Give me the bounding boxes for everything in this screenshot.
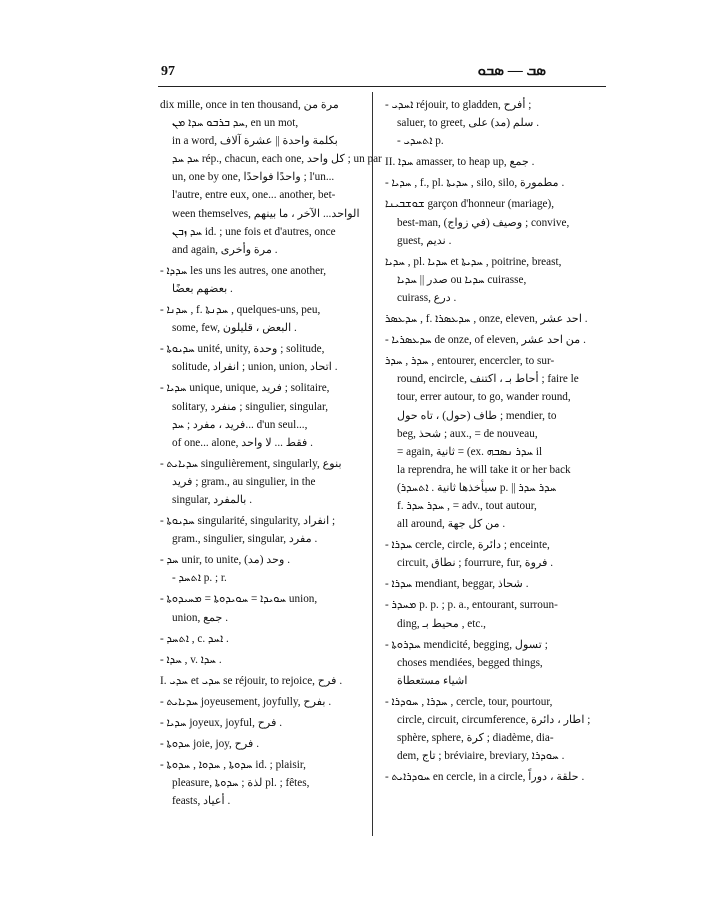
column-divider: [372, 92, 373, 836]
header-rule: [158, 86, 606, 87]
dictionary-entry: [160, 693, 366, 711]
entry-line: solitude, انفراد ; union, union, اتحاد .: [172, 361, 338, 374]
dictionary-entry: [385, 693, 591, 765]
entry-line: circuit, نطاق ; fourrure, fur, فروة .: [397, 557, 554, 570]
entry-line: (سيأخذها ثانية . ܐܬܚܕܪ p. || ܚܕܪ ܚܕܪ: [397, 481, 557, 494]
entry-line: ܚܕܥܣܪ , f. ܚܕܥܣܪܐ , onze, eleven, احد عشر .: [385, 313, 588, 326]
entry-line: II. ܚܕܐ amasser, to heap up, جمع .: [385, 156, 535, 169]
dictionary-entry: [385, 310, 591, 328]
dictionary-entry: [160, 340, 366, 376]
entry-line: - ܚܕܐ , v. ܚܕܐ .: [160, 653, 222, 666]
entry-line: singular, بالمفرد .: [172, 493, 253, 506]
entry-line: ܚܕ ܙܒܢ id. ; une fois et d'autres, once: [172, 225, 336, 238]
entry-line: - ܐܚܕܝ réjouir, to gladden, أفرح ;: [385, 99, 532, 111]
entry-line: - ܚܕܝܘܬܐ unité, unity, وحدة ; solitude,: [160, 343, 325, 356]
dictionary-entry: [385, 153, 591, 171]
dictionary-entry: [385, 596, 591, 632]
entry-line: choses mendiées, begged things,: [397, 656, 543, 669]
dictionary-entry: [160, 262, 366, 298]
entry-line: ܚܕ ܚܕ rép., chacun, each one, كل واحد ; un par: [172, 153, 382, 166]
entry-line: - ܡܚܕܪ p. p. ; p. a., entourant, surroun-: [385, 599, 558, 612]
left-column: [160, 96, 382, 813]
entry-line: ܚܕܝܐ , pl. ܚܕܝܐ et ܚܕܝܬܐ , poitrine, breast,: [385, 255, 562, 268]
entry-line: in a word, بكلمة واحدة || عشرة آلاف: [172, 135, 338, 148]
entry-line: saluer, to greet, سلم (مد) على .: [397, 117, 540, 130]
entry-line: of one... alone, فقط ... لا واحد .: [172, 436, 313, 449]
dictionary-entry: [160, 512, 366, 548]
entry-line: - ܚܕܪܐ , ܚܘܕܪܐ , cercle, tour, pourtour,: [385, 695, 553, 708]
entry-line: best-man, وصيف (في زواج) ; convive,: [397, 216, 570, 229]
entry-line: - ܚܕܕܐ les uns les autres, one another,: [160, 264, 327, 277]
entry-line: - ܚܕܝܐܝܬ singulièrement, singularly, بنوع: [160, 457, 342, 470]
entry-line: - ܚܕܘܬܐ , ܚܕܘܐ , ܚܕܘܬܐ id. ; plaisir,: [160, 759, 306, 772]
entry-line: un, one by one, واحدًا فواحدًا ; l'un...: [172, 171, 335, 184]
dictionary-entry: [160, 96, 382, 259]
dictionary-entry: [385, 636, 591, 690]
entry-line: - ܚܕܘܬܐ joie, joy, فرح .: [160, 738, 259, 751]
entry-line: dem, تاج ; bréviaire, breviary, ܚܘܕܪܐ .: [397, 750, 565, 763]
entry-line: cuirass, درع .: [397, 291, 457, 304]
entry-line: - ܚܘܕܪܐܝܬ en cercle, in a circle, حلقة ، دوراً .: [385, 771, 585, 784]
dictionary-entry: [385, 575, 591, 593]
entry-line: sphère, sphere, كرة ; diadème, dia-: [397, 732, 554, 745]
dictionary-entry: [160, 379, 366, 451]
dictionary-entry: [385, 768, 591, 786]
entry-line: pleasure, لذة ; ܚܕܘܬܐ pl. ; fêtes,: [172, 777, 310, 790]
right-column: [385, 96, 591, 789]
entry-line: circle, circuit, circumference, اطار ، دائرة ;: [397, 714, 591, 726]
entry-line: ܚܕܪ , ܚܕܪ , entourer, encercler, to sur-: [385, 355, 555, 368]
entry-line: beg, شحذ ; aux., = de nouveau,: [397, 427, 538, 440]
entry-line: l'autre, entre eux, one... another, bet-: [172, 189, 336, 202]
entry-line: فريد ، مفرد ; ܚܕ... d'un seul...,: [172, 418, 308, 431]
entry-line: - ܚܕܝܐ , f., pl. ܚܕܝܬܐ , silo, silo, مطمورة .: [385, 177, 565, 190]
dictionary-entry: [385, 352, 591, 533]
entry-line: round, encircle, أحاط بـ ، اكتنف ; faire le: [397, 373, 579, 386]
page-number: 97: [161, 64, 175, 79]
entry-line: gram., singulier, singular, مفرد .: [172, 533, 318, 546]
dictionary-entry: [160, 301, 366, 337]
entry-line: اشياء مستعطاة: [397, 674, 468, 687]
entry-line: - ܚܕܪܐ mendiant, beggar, شحاذ .: [385, 578, 529, 591]
entry-line: صدر || ܚܕܝܐ ou ܚܕܝܐ cuirasse,: [397, 273, 527, 286]
entry-line: - ܚܕܝܐ joyeux, joyful, فرح .: [160, 717, 283, 729]
entry-line: ween themselves, الواحد... الآخر ، ما بينهم: [172, 207, 360, 220]
dictionary-entry: [160, 714, 366, 732]
entry-line: - ܚܕܝܐ unique, unique, فريد ; solitaire,: [160, 382, 330, 395]
entry-line: solitary, منفرد ; singulier, singular,: [172, 400, 329, 413]
entry-line: guest, نديم .: [397, 234, 452, 247]
entry-line: = again, ثانية = (ex. ܚܕܪ ܢܣܒܗ il: [397, 445, 543, 458]
entry-line: - ܚܕܝܘܬܐ singularité, singularity, انفراد ;: [160, 515, 336, 528]
entry-line: tour, errer autour, to go, wander round,: [397, 391, 571, 404]
entry-line: ܫܘܫܒܝܢܐ garçon d'honneur (mariage),: [385, 198, 555, 211]
entry-line: and again, مرة وأخرى .: [172, 243, 278, 256]
entry-line: - ܚܕܪܐ cercle, circle, دائرة ; enceinte,: [385, 539, 550, 552]
entry-line: - ܐܬܚܕ p. ; r.: [172, 572, 227, 585]
entry-line: فريد ; gram., au singulier, in the: [172, 475, 316, 488]
dictionary-entry: [385, 536, 591, 572]
entry-line: طاف (حول) ، تاه حول ; mendier, to: [397, 409, 557, 422]
dictionary-entry: [160, 630, 366, 648]
entry-line: بعضهم بعضًا .: [172, 282, 233, 295]
entry-line: - ܚܕܢܐ , f. ܚܕܢܬܐ , quelques-uns, peu,: [160, 304, 321, 317]
entry-line: some, few, البعض ، قليلون .: [172, 322, 297, 335]
entry-line: - ܚܕ unir, to unite, وحد (مد) .: [160, 554, 291, 567]
dictionary-entry: [160, 551, 366, 587]
dictionary-entry: [160, 735, 366, 753]
dictionary-entry: [160, 590, 366, 626]
entry-line: union, جمع .: [172, 611, 229, 624]
entry-line: I. ܚܕܝ et ܚܕܝ se réjouir, to rejoice, فرح .: [160, 674, 343, 687]
dictionary-entry: [385, 331, 591, 349]
dictionary-entry: [160, 756, 366, 810]
dictionary-entry: [160, 672, 366, 690]
entry-line: f. ܚܕܪ ܚܕܪ , = adv., tout autour,: [397, 499, 537, 512]
dictionary-entry: [385, 174, 591, 192]
entry-line: - ܐܬܚܕ , c. ܐܚܕ .: [160, 632, 229, 645]
entry-line: - ܚܘܝܕܐ = ܚܘܝܕܘܬܐ = ܡܚܝܕܘܬܐ union,: [160, 593, 318, 606]
running-head: ܣܒ — ܣܒܘ: [477, 63, 546, 79]
dictionary-entry: [385, 253, 591, 307]
entry-line: - ܚܕܥܣܪܝܐ de onze, of eleven, من احد عشر .: [385, 334, 586, 347]
entry-line: all around, من كل جهة .: [397, 518, 506, 531]
entry-line: - ܚܕܝܐܝܬ joyeusement, joyfully, بفرح .: [160, 695, 332, 708]
dictionary-entry: [160, 455, 366, 509]
dictionary-entry: [385, 195, 591, 249]
entry-line: feasts, أعياد .: [172, 795, 231, 808]
entry-line: la reprendra, he will take it or her back: [397, 463, 571, 476]
entry-line: dix mille, once in ten thousand, مرة من: [160, 99, 339, 111]
dictionary-entry: [385, 96, 591, 150]
entry-line: - ܐܬܚܕܝ p.: [397, 135, 444, 148]
entry-line: ding, محيط بـ , etc.,: [397, 617, 486, 630]
entry-line: ܚܕ ܒܪܒܘ ܚܕܐ ܡܢ, en un mot,: [172, 117, 299, 130]
dictionary-entry: [160, 651, 366, 669]
entry-line: - ܚܕܪܘܬܐ mendicité, begging, تسول ;: [385, 638, 548, 651]
